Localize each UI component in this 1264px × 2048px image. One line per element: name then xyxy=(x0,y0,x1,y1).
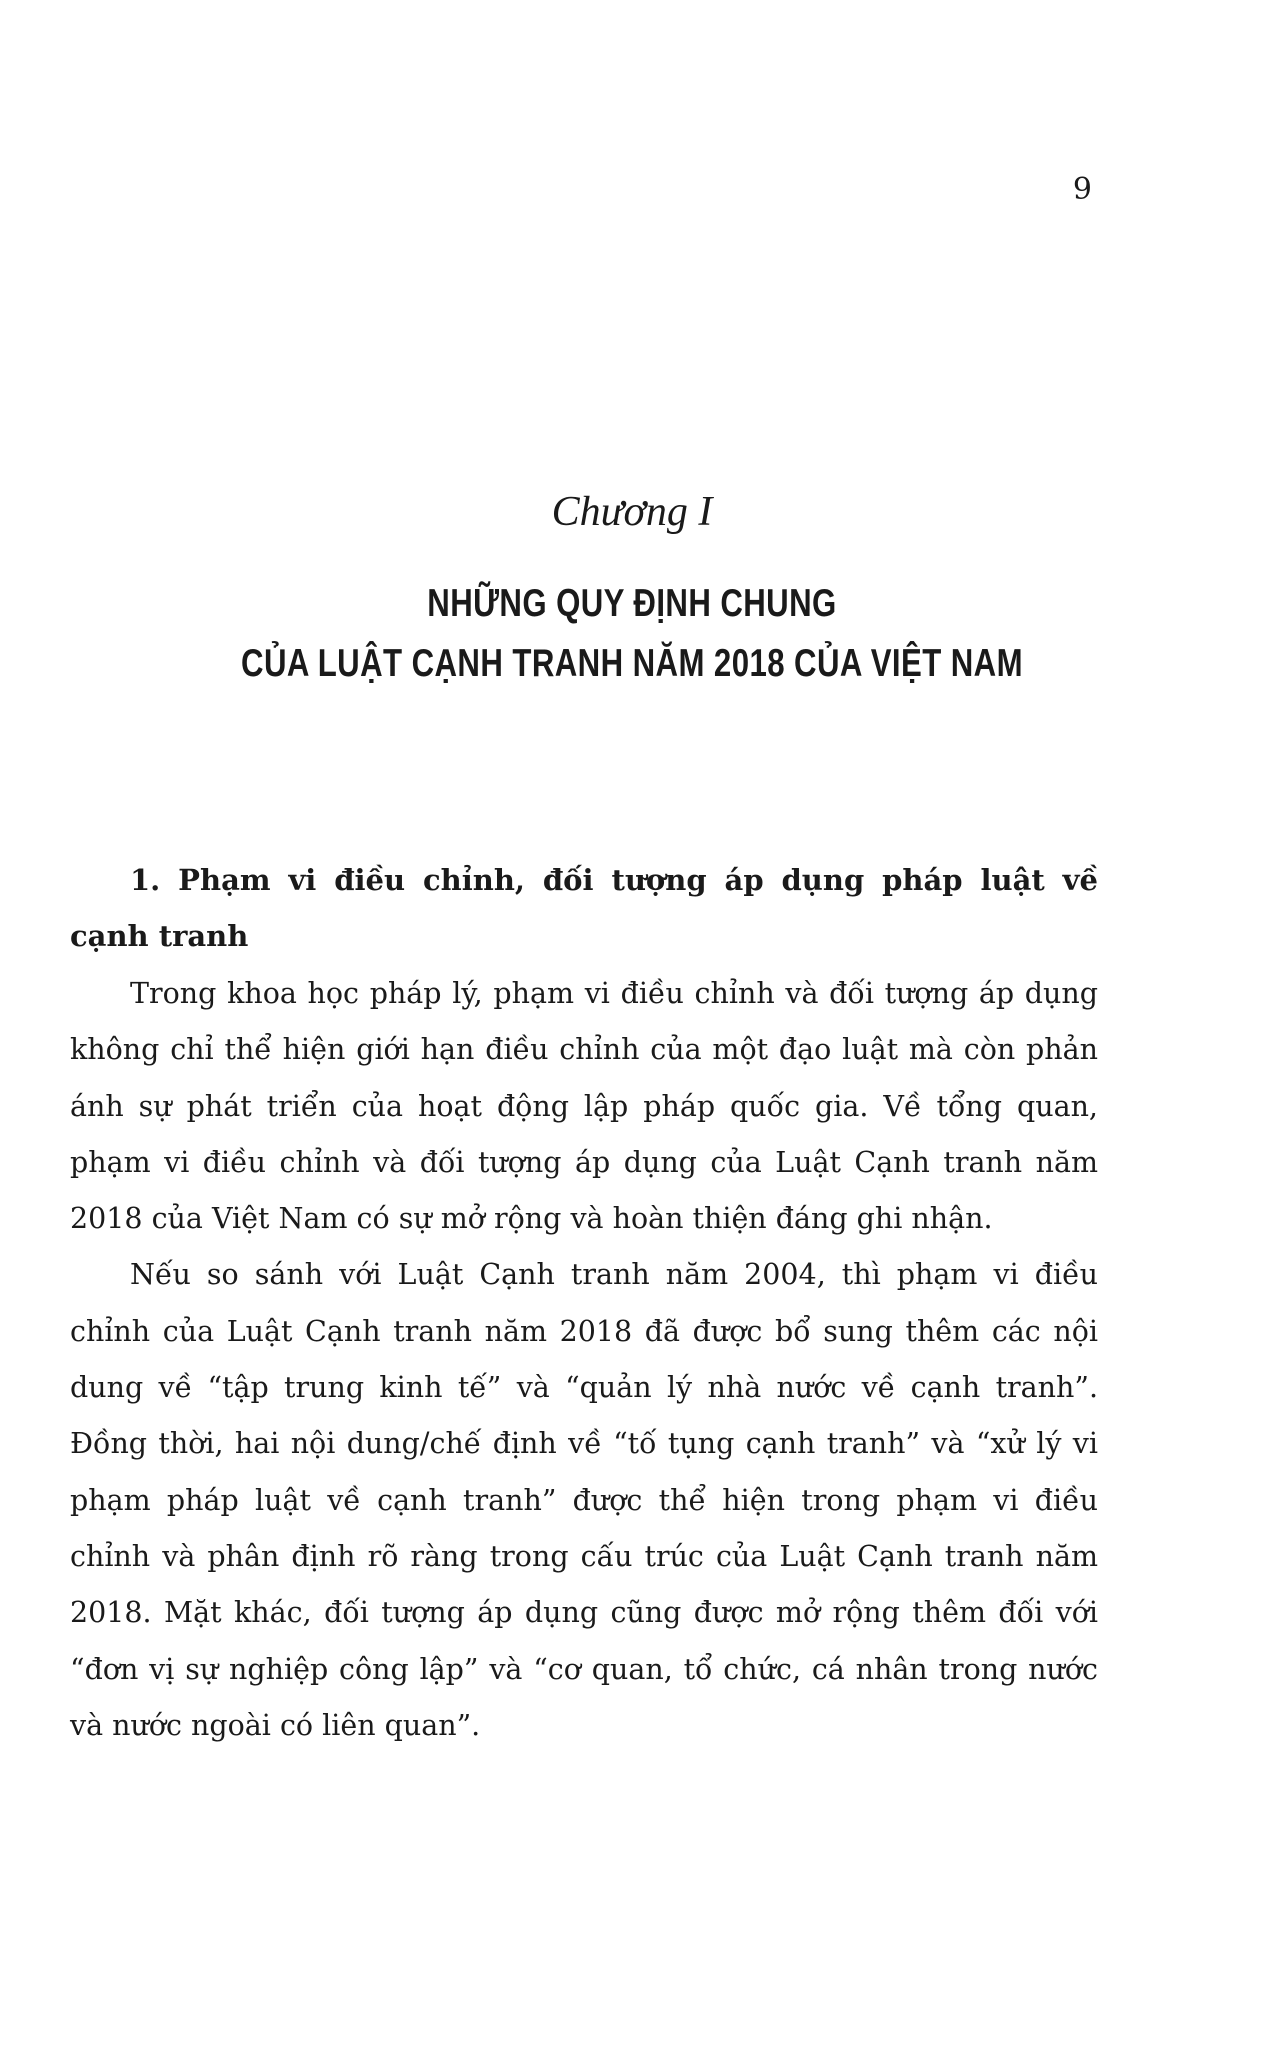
paragraph-2: Nếu so sánh với Luật Cạnh tranh năm 2004, thì phạm vi điều chỉnh của Luật Cạnh tranh năm 2018 đã được bổ sung thêm các nội dung về “tập trung kinh tế” và “quản lý nhà nước về cạnh tranh”. Đồng thời, hai nội dung/chế định về “tố tụng cạnh tranh” và “xử lý vi phạm pháp luật về cạnh tranh” được thể hiện trong phạm vi điều chỉnh và phân định rõ ràng trong cấu trúc của Luật Cạnh tranh năm 2018. Mặt khác, đối tượng áp dụng cũng được mở rộng thêm đối với “đơn vị sự nghiệp công lập” và “cơ quan, tổ chức, cá nhân trong nước và nước ngoài có liên quan”. xyxy=(70,1258,1098,1742)
chapter-title-line-1: NHỮNG QUY ĐỊNH CHUNG xyxy=(427,582,837,625)
chapter-label: Chương I xyxy=(551,489,713,535)
section-body xyxy=(70,852,1098,1754)
page-number: 9 xyxy=(1072,172,1092,207)
chapter-title-line-2: CỦA LUẬT CẠNH TRANH NĂM 2018 CỦA VIỆT NAM xyxy=(241,642,1023,685)
paragraph-1: Trong khoa học pháp lý, phạm vi điều chỉnh và đối tượng áp dụng không chỉ thể hiện giới hạn điều chỉnh của một đạo luật mà còn phản ánh sự phát triển của hoạt động lập pháp quốc gia. Về tổng quan, phạm vi điều chỉnh và đối tượng áp dụng của Luật Cạnh tranh năm 2018 của Việt Nam có sự mở rộng và hoàn thiện đáng ghi nhận. xyxy=(70,977,1098,1236)
section-heading: 1. Phạm vi điều chỉnh, đối tượng áp dụng pháp luật về cạnh tranh xyxy=(70,863,1098,953)
